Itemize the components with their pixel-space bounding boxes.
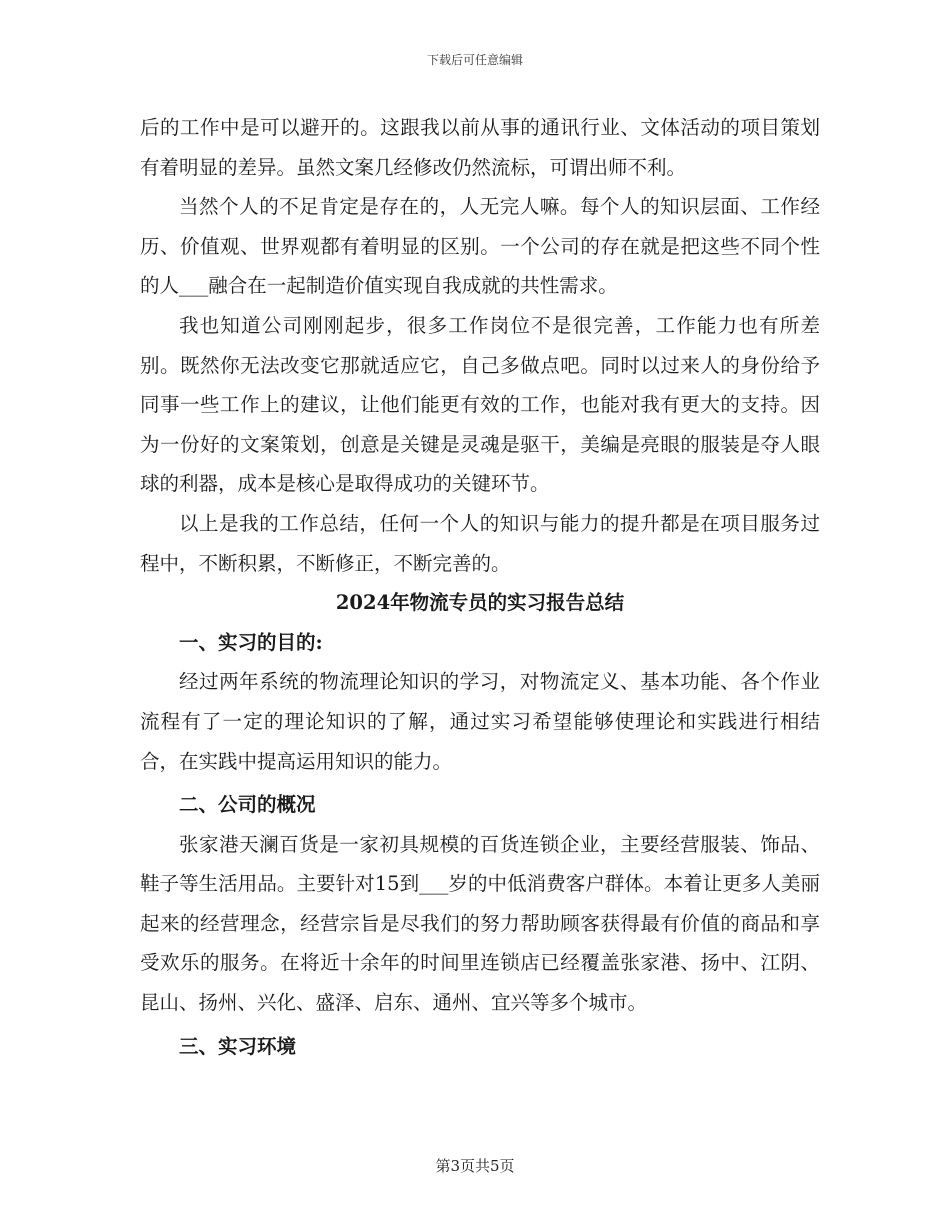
paragraph-company-overview: 张家港天澜百货是一家初具规模的百货连锁企业，主要经营服装、饰品、鞋子等生活用品。主要针对15到___岁的中低消费客户群体。本着让更多人美丽起来的经营理念，经营宗旨是尽我们的努力帮助顾客获得最有价值的商品和享受欢乐的服务。在将近十余年的时间里连锁店已经覆盖张家港、扬中、江阴、昆山、扬州、兴化、盛泽、启东、通州、宜兴等多个城市。: [140, 832, 820, 1015]
section-heading-purpose: 一、实习的目的:: [179, 630, 323, 654]
page-header: 下载后可任意编辑: [426, 53, 523, 67]
paragraph-personal-shortcomings: 当然个人的不足肯定是存在的，人无完人嘛。每个人的知识层面、工作经历、价值观、世界观都有着明显的区别。一个公司的存在就是把这些不同个性的人___融合在一起制造价值实现自我成就的共性需求。: [140, 195, 820, 298]
page-number: 第3页共5页: [435, 1157, 515, 1175]
paragraph-continuation: 后的工作中是可以避开的。这跟我以前从事的通讯行业、文体活动的项目策划有着明显的差异。虽然文案几经修改仍然流标，可谓出师不利。: [140, 116, 820, 179]
section-heading-company-overview: 二、公司的概况: [179, 793, 316, 817]
paragraph-summary-conclusion: 以上是我的工作总结，任何一个人的知识与能力的提升都是在项目服务过程中，不断积累，不断修正，不断完善的。: [140, 511, 820, 575]
report-title: 2024年物流专员的实习报告总结: [335, 591, 625, 615]
document-body: [140, 108, 820, 1066]
paragraph-purpose: 经过两年系统的物流理论知识的学习，对物流定义、基本功能、各个作业流程有了一定的理论知识的了解，通过实习希望能够使理论和实践进行相结合，在实践中提高运用知识的能力。: [140, 670, 820, 773]
section-heading-environment: 三、实习环境: [179, 1034, 297, 1058]
paragraph-company-startup: 我也知道公司刚刚起步，很多工作岗位不是很完善，工作能力也有所差别。既然你无法改变它那就适应它，自己多做点吧。同时以过来人的身份给予同事一些工作上的建议，让他们能更有效的工作，也能对我有更大的支持。因为一份好的文案策划，创意是关键是灵魂是驱干，美编是亮眼的服装是夺人眼球的利器，成本是核心是取得成功的关键环节。: [140, 313, 820, 496]
